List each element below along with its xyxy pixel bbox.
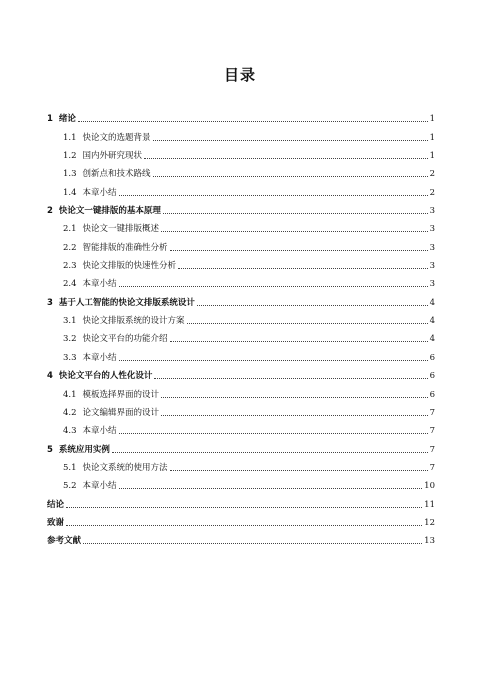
toc-entry[interactable] xyxy=(47,106,435,124)
toc-entry-number: 4.1 xyxy=(63,389,77,400)
dot-leader xyxy=(178,268,428,269)
toc-entry-number: 3.2 xyxy=(63,334,77,345)
dot-leader xyxy=(119,433,428,434)
toc-entry-title: 基于人工智能的快论文排版系统设计 xyxy=(58,297,195,308)
toc-entry-page-number: 10 xyxy=(424,481,435,492)
toc-entry[interactable] xyxy=(47,363,435,381)
toc-entry-number: 1.4 xyxy=(63,187,77,198)
toc-entry-title: 绪论 xyxy=(58,114,76,125)
toc-entry[interactable] xyxy=(47,253,435,271)
toc-entry-page-number: 4 xyxy=(429,334,435,345)
toc-entry-page-number: 7 xyxy=(429,426,435,437)
toc-entry-number: 5 xyxy=(47,444,53,455)
dot-leader xyxy=(187,323,428,324)
toc-entry-title: 快论文的选题背景 xyxy=(82,132,151,143)
dot-leader xyxy=(161,397,428,398)
toc-entry-page-number: 3 xyxy=(429,261,435,272)
toc-entry-title: 智能排版的准确性分析 xyxy=(82,242,168,253)
toc-entry-page-number: 6 xyxy=(429,389,435,400)
toc-entry-page-number: 12 xyxy=(424,517,435,528)
toc-entry-title: 模板选择界面的设计 xyxy=(82,389,160,400)
dot-leader xyxy=(66,507,422,508)
dot-leader xyxy=(161,415,428,416)
dot-leader xyxy=(66,525,422,526)
dot-leader xyxy=(153,140,428,141)
dot-leader xyxy=(170,250,428,251)
dot-leader xyxy=(119,286,428,287)
toc-entry-number: 1.2 xyxy=(63,151,77,162)
dot-leader xyxy=(197,305,428,306)
toc-entry-number: 1 xyxy=(47,114,53,125)
toc-entry[interactable] xyxy=(47,143,435,161)
table-of-contents xyxy=(47,106,435,546)
toc-entry-number: 2.1 xyxy=(63,224,77,235)
dot-leader xyxy=(119,360,428,361)
toc-entry-number: 3 xyxy=(47,297,53,308)
dot-leader xyxy=(83,543,422,544)
toc-entry-number: 4.2 xyxy=(63,407,77,418)
toc-entry-page-number: 1 xyxy=(429,114,435,125)
toc-entry-title: 快论文排版的快速性分析 xyxy=(82,261,177,272)
toc-entry-title: 创新点和技术路线 xyxy=(82,169,151,180)
toc-entry[interactable] xyxy=(47,271,435,289)
toc-entry-title: 结论 xyxy=(47,499,65,510)
toc-entry[interactable] xyxy=(47,161,435,179)
toc-entry-title: 国内外研究现状 xyxy=(82,151,143,162)
toc-entry-number: 1.1 xyxy=(63,132,77,143)
toc-entry-page-number: 6 xyxy=(429,352,435,363)
toc-entry-title: 快论文系统的使用方法 xyxy=(82,462,168,473)
toc-entry[interactable] xyxy=(47,473,435,491)
toc-entry-title: 快论文一键排版概述 xyxy=(82,224,160,235)
toc-entry-page-number: 1 xyxy=(429,151,435,162)
toc-entry-number: 5.1 xyxy=(63,462,77,473)
toc-entry-page-number: 4 xyxy=(429,297,435,308)
toc-entry[interactable] xyxy=(47,436,435,454)
dot-leader xyxy=(153,176,428,177)
toc-entry-page-number: 7 xyxy=(429,444,435,455)
toc-entry[interactable] xyxy=(47,198,435,216)
dot-leader xyxy=(119,488,423,489)
toc-entry-title: 快论文平台的功能介绍 xyxy=(82,334,168,345)
dot-leader xyxy=(154,378,427,379)
toc-entry[interactable] xyxy=(47,308,435,326)
toc-entry[interactable] xyxy=(47,491,435,509)
toc-entry-title: 快论文排版系统的设计方案 xyxy=(82,316,185,327)
toc-entry-page-number: 3 xyxy=(429,224,435,235)
toc-entry-page-number: 3 xyxy=(429,206,435,217)
toc-entry[interactable] xyxy=(47,528,435,546)
toc-entry-page-number: 1 xyxy=(429,132,435,143)
toc-entry[interactable] xyxy=(47,381,435,399)
toc-entry-page-number: 7 xyxy=(429,462,435,473)
toc-entry[interactable] xyxy=(47,326,435,344)
page-title: 目录 xyxy=(223,66,256,84)
toc-entry[interactable] xyxy=(47,216,435,234)
toc-entry-number: 2 xyxy=(47,206,53,217)
toc-entry-number: 4 xyxy=(47,371,53,382)
toc-entry-number: 1.3 xyxy=(63,169,77,180)
toc-entry-title: 本章小结 xyxy=(82,352,117,363)
dot-leader xyxy=(78,121,428,122)
toc-entry-page-number: 2 xyxy=(429,169,435,180)
dot-leader xyxy=(170,470,428,471)
toc-entry-title: 本章小结 xyxy=(82,481,117,492)
dot-leader xyxy=(170,341,428,342)
dot-leader xyxy=(119,195,428,196)
dot-leader xyxy=(163,213,428,214)
toc-entry[interactable] xyxy=(47,400,435,418)
toc-entry-page-number: 3 xyxy=(429,279,435,290)
toc-entry[interactable] xyxy=(47,510,435,528)
toc-entry[interactable] xyxy=(47,289,435,307)
toc-entry[interactable] xyxy=(47,234,435,252)
toc-entry-number: 5.2 xyxy=(63,481,77,492)
toc-entry-number: 4.3 xyxy=(63,426,77,437)
toc-entry-title: 本章小结 xyxy=(82,279,117,290)
toc-entry-page-number: 11 xyxy=(424,499,435,510)
toc-entry-title: 论文编辑界面的设计 xyxy=(82,407,160,418)
toc-entry-number: 3.3 xyxy=(63,352,77,363)
toc-entry[interactable] xyxy=(47,124,435,142)
toc-entry-number: 2.3 xyxy=(63,261,77,272)
toc-entry-page-number: 2 xyxy=(429,187,435,198)
toc-entry-title: 系统应用实例 xyxy=(58,444,110,455)
dot-leader xyxy=(112,452,428,453)
toc-entry-page-number: 4 xyxy=(429,316,435,327)
toc-entry-title: 致谢 xyxy=(47,517,65,528)
toc-entry-title: 本章小结 xyxy=(82,187,117,198)
toc-entry-number: 2.4 xyxy=(63,279,77,290)
toc-entry-title: 快论文一键排版的基本原理 xyxy=(58,206,161,217)
toc-entry[interactable] xyxy=(47,418,435,436)
toc-entry-title: 本章小结 xyxy=(82,426,117,437)
toc-entry-page-number: 3 xyxy=(429,242,435,253)
toc-entry-page-number: 6 xyxy=(429,371,435,382)
toc-entry[interactable] xyxy=(47,179,435,197)
toc-entry-page-number: 13 xyxy=(424,536,435,547)
toc-entry-page-number: 7 xyxy=(429,407,435,418)
toc-entry-number: 3.1 xyxy=(63,316,77,327)
toc-entry[interactable] xyxy=(47,344,435,362)
toc-entry-title: 参考文献 xyxy=(47,536,82,547)
toc-entry-number: 2.2 xyxy=(63,242,77,253)
toc-entry[interactable] xyxy=(47,455,435,473)
toc-entry-title: 快论文平台的人性化设计 xyxy=(58,371,153,382)
dot-leader xyxy=(161,231,428,232)
dot-leader xyxy=(144,158,428,159)
